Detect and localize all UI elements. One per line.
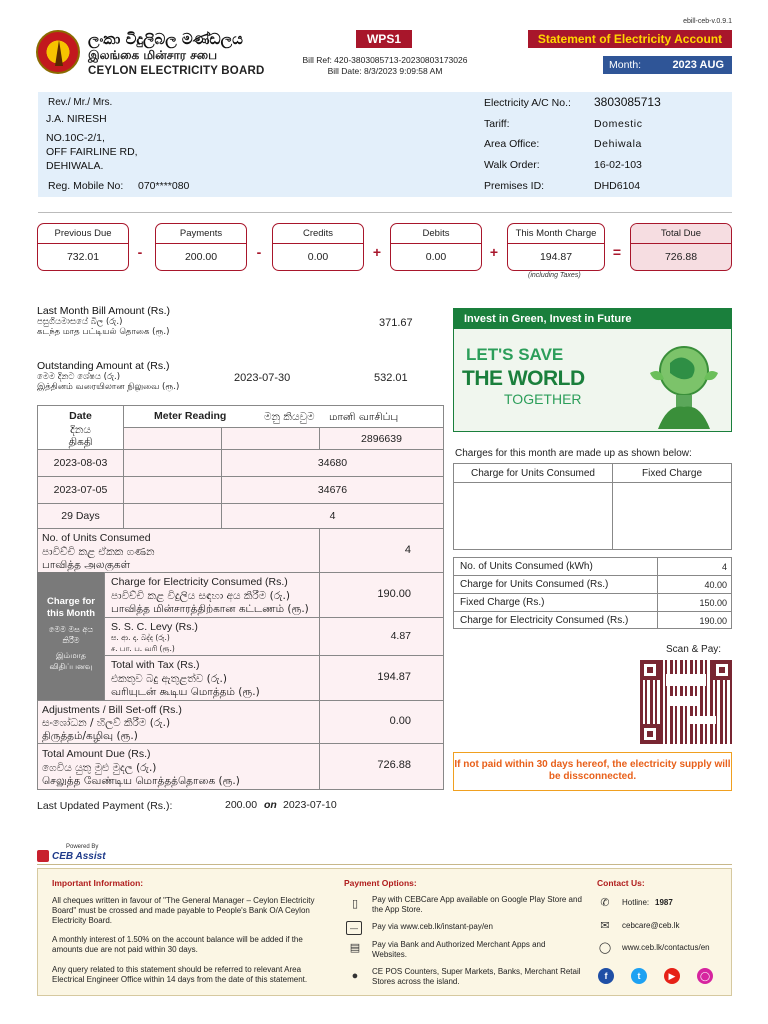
total-tax-si: එකතුව බදු ඇතුළත්ව (රු.) [111, 673, 227, 685]
footer-info [37, 868, 732, 996]
month-label: Month: [609, 59, 642, 71]
adjustments-si: සංශෝධන / හිලව් කිරීම (රු.) [42, 717, 171, 729]
ssc-label-cell [104, 617, 320, 656]
previous-due-label: Previous Due [38, 224, 128, 244]
facebook-icon[interactable]: f [598, 968, 614, 984]
customer-details [38, 92, 732, 197]
month-charge-value: 194.87 [539, 251, 573, 263]
payments-value: 200.00 [184, 251, 218, 263]
youtube-icon[interactable]: ▶ [664, 968, 680, 984]
total-amount-value-cell [319, 743, 444, 790]
total-tax-value: 194.87 [377, 671, 411, 683]
breakdown-row [657, 575, 732, 594]
qr-marker [712, 660, 732, 680]
units-value: 4 [404, 544, 411, 556]
mobile-value: 070****080 [138, 180, 190, 192]
breakdown-intro: Charges for this month are made up as shown below: [455, 448, 692, 459]
month-charge-box [507, 223, 605, 271]
qr-pattern [666, 674, 706, 686]
total-amount-label-cell [37, 743, 320, 790]
breakdown-col1-header [453, 463, 613, 483]
important-title: Important Information: [52, 878, 144, 888]
energy-en: Charge for Electricity Consumed (Rs.) [111, 576, 288, 588]
powered-by-label: Powered By [66, 844, 99, 850]
ceb-assist-brand: CEB Assist [52, 851, 106, 862]
outstanding-si: මෙම දිනට ශේෂය (රු.) [37, 372, 121, 382]
breakdown-row-value: 4 [721, 562, 727, 572]
date-header-ta: திகதி [68, 436, 93, 448]
credits-label: Credits [273, 224, 363, 244]
pay-option-app: Pay with CEBCare App available on Google Play Store and the App Store. [372, 895, 582, 914]
breakdown-row-value: 190.00 [699, 616, 727, 626]
important-p1: All cheques written in favour of "The General Manager – Ceylon Electricity Board" must be crossed and made payable to People's Bank O/A Ceylon Electricity Board. [52, 896, 315, 925]
banner-title: Invest in Green, Invest in Future [454, 309, 731, 329]
debits-value: 0.00 [425, 251, 447, 263]
month-box [603, 56, 732, 74]
globe-icon: ◯ [598, 942, 612, 954]
breakdown-col2: Fixed Charge [641, 468, 703, 479]
total-tax-ta: வரியுடன் கூடிய மொத்தம் (ரூ.) [111, 686, 260, 698]
equal-sign: = [612, 244, 622, 260]
bill-type-badge: WPS1 [356, 30, 412, 48]
banner-line2: THE WORLD [462, 367, 585, 390]
qr-marker [640, 660, 660, 680]
globe-bulb-icon [644, 333, 724, 431]
energy-si: පාවිච්චි කළ විදුලිය සඳහා අය කිරීම (රු.) [111, 590, 290, 602]
salutation: Rev./ Mr./ Mrs. [48, 97, 113, 108]
address-line1: NO.10C-2/1, [46, 132, 105, 144]
energy-value: 190.00 [377, 588, 411, 600]
month-charge-label: This Month Charge [508, 224, 604, 244]
breakdown-col2-header [612, 463, 732, 483]
last-month-si: පසුගියමාසයේ බිල (රු.) [37, 317, 123, 327]
breakdown-row [657, 611, 732, 629]
phone-icon: ✆ [600, 897, 610, 909]
outstanding-label [37, 360, 179, 393]
breakdown-row-value: 150.00 [699, 598, 727, 608]
plus-sign: + [489, 244, 499, 260]
breakdown-row [453, 575, 658, 594]
breakdown-row [657, 593, 732, 612]
ssc-en: S. S. C. Levy (Rs.) [111, 621, 198, 633]
last-payment-date: 2023-07-10 [283, 799, 337, 811]
adjustments-value-cell [319, 700, 444, 744]
tariff-value: Domestic [594, 118, 643, 130]
breakdown-row-label: Charge for Units Consumed (Rs.) [460, 579, 609, 590]
account-value: 3803085713 [594, 95, 661, 109]
credits-value: 0.00 [307, 251, 329, 263]
breakdown-row-label: Charge for Electricity Consumed (Rs.) [460, 615, 629, 626]
breakdown-col1: Charge for Units Consumed [471, 468, 595, 479]
tariff-label: Tariff: [484, 118, 510, 130]
ceb-logo [36, 30, 80, 74]
total-amount-value: 726.88 [377, 759, 411, 771]
contact-email[interactable]: cebcare@ceb.lk [622, 921, 680, 930]
meter-header: Meter Reading [154, 410, 227, 422]
breakdown-row-value: 40.00 [704, 580, 727, 590]
hotline-label: Hotline: [622, 898, 650, 907]
total-tax-value-cell [319, 655, 444, 701]
reading-blank-cell [123, 476, 222, 504]
brand-english: CEYLON ELECTRICITY BOARD [88, 65, 265, 77]
email-icon: ✉ [600, 920, 610, 932]
qr-pattern [690, 716, 716, 724]
walk-value: 16-02-103 [594, 159, 642, 171]
contact-web[interactable]: www.ceb.lk/contactus/en [622, 943, 710, 952]
qr-pattern [670, 696, 700, 706]
date-header-si: දිනය [70, 424, 91, 436]
qr-marker [640, 724, 660, 744]
reading-value: 34676 [317, 484, 348, 496]
reading-value-cell [221, 503, 444, 529]
outstanding-en: Outstanding Amount at (Rs.) [37, 360, 170, 372]
reading-blank-cell [123, 503, 222, 529]
brand-sinhala: ලංකා විදුලිබල මණ්ඩලය [88, 30, 243, 48]
minus-sign: - [256, 244, 262, 260]
adjustments-label-cell [37, 700, 320, 744]
reading-date-cell [37, 503, 124, 529]
reading-diff: 4 [329, 510, 336, 522]
reading-date-cell [37, 449, 124, 477]
bill-reference [280, 55, 490, 77]
meter-blank-cell [123, 427, 222, 450]
reading-value: 34680 [317, 457, 348, 469]
mobile-app-icon: ▯ [351, 898, 359, 910]
meter-header-ta: மானி வாசிப்பு [329, 411, 399, 423]
outstanding-ta: இத்தினம் வரையிலான நிலுவை (ரூ.) [37, 382, 180, 392]
address-line2: OFF FAIRLINE RD, [46, 146, 138, 158]
total-due-label: Total Due [631, 224, 731, 244]
last-month-ta: கடந்த மாத பட்டியல் தொகை (ரூ.) [37, 327, 170, 337]
account-label: Electricity A/C No.: [484, 97, 571, 109]
debits-box [390, 223, 482, 271]
adjustments-value: 0.00 [389, 715, 411, 727]
reading-value-cell [221, 476, 444, 504]
outstanding-value: 532.01 [374, 372, 408, 384]
energy-value-cell [319, 572, 444, 618]
total-due-box [630, 223, 732, 271]
payment-title: Payment Options: [344, 878, 417, 888]
reading-date-cell [37, 476, 124, 504]
total-amount-en: Total Amount Due (Rs.) [42, 748, 151, 760]
meter-header-si: මනු කියවුම [264, 411, 315, 423]
qr-code[interactable] [640, 660, 732, 744]
total-due-value: 726.88 [664, 251, 698, 263]
pay-option-counter: CE POS Counters, Super Markets, Banks, Merchant Retail Stores across the island. [372, 967, 581, 986]
breakdown-col2-body [612, 482, 732, 550]
mobile-label: Reg. Mobile No: [48, 180, 124, 192]
plus-sign: + [372, 244, 382, 260]
debits-label: Debits [391, 224, 481, 244]
version-label: ebill-ceb-v.0.9.1 [683, 18, 732, 25]
reading-date: 2023-07-05 [53, 484, 108, 496]
last-payment-label: Last Updated Payment (Rs.): [37, 800, 173, 812]
last-month-en: Last Month Bill Amount (Rs.) [37, 305, 171, 317]
breakdown-row [453, 611, 658, 629]
meter-blank-cell [221, 427, 320, 450]
last-month-value: 371.67 [379, 317, 413, 329]
area-value: Dehiwala [594, 138, 642, 150]
units-value-cell [319, 528, 444, 573]
bank-card-icon: ▤ [349, 942, 361, 954]
charge-side-label [37, 572, 105, 700]
total-amount-ta: செலுத்த வேண்டிய மொத்தத்தொகை (ரூ.) [42, 775, 240, 787]
breakdown-row [453, 593, 658, 612]
contact-title: Contact Us: [597, 878, 645, 888]
units-label-cell [37, 528, 320, 573]
charge-side-ta: இம்மாத விதிப்பனவு [49, 651, 93, 671]
breakdown-col1-body [453, 482, 613, 550]
units-ta: பாவித்த அலகுகள் [42, 559, 131, 571]
payments-box [155, 223, 247, 271]
ssc-value: 4.87 [390, 630, 411, 642]
ceb-assist-icon [37, 850, 49, 862]
total-tax-en: Total with Tax (Rs.) [111, 659, 200, 671]
charge-side-si: මෙම මස අය කිරීම [48, 625, 94, 645]
breakdown-row [453, 557, 658, 576]
bill-ref: Bill Ref: 420-3803085713-20230803173026 [302, 55, 468, 65]
last-month-label [37, 305, 170, 338]
area-label: Area Office: [484, 138, 540, 150]
date-header: Date [69, 410, 92, 422]
banner-line1: LET'S SAVE [466, 345, 564, 364]
adjustments-ta: திருத்தம்/கழிவு (ரூ.) [42, 730, 138, 742]
twitter-icon[interactable]: t [631, 968, 647, 984]
walk-label: Walk Order: [484, 159, 540, 171]
ssc-value-cell [319, 617, 444, 656]
last-payment-on: on [264, 799, 277, 811]
including-taxes-note: (including Taxes) [528, 272, 581, 279]
divider [38, 212, 732, 213]
disconnection-warning: If not paid within 30 days hereof, the electricity supply will be dissconnected. [453, 752, 732, 791]
energy-label-cell [104, 572, 320, 618]
pay-option-bank: Pay via Bank and Authorized Merchant Apps and Websites. [372, 940, 546, 959]
last-payment-amount: 200.00 [225, 799, 258, 811]
breakdown-row [657, 557, 732, 576]
scan-pay-label: Scan & Pay: [666, 644, 722, 655]
charge-side-en: Charge for this Month [46, 596, 96, 619]
breakdown-row-label: Fixed Charge (Rs.) [460, 597, 545, 608]
premises-label: Premises ID: [484, 180, 545, 192]
outstanding-date: 2023-07-30 [234, 372, 291, 384]
date-header-cell [37, 405, 124, 450]
total-amount-si: ගෙවිය යුතු මුළු මුදල (රු.) [42, 762, 157, 774]
customer-name: J.A. NIRESH [46, 113, 107, 125]
address-line3: DEHIWALA. [46, 160, 104, 172]
reading-value-cell [221, 449, 444, 477]
reading-blank-cell [123, 449, 222, 477]
minus-sign: - [137, 244, 143, 260]
meter-number-cell [319, 427, 444, 450]
location-pin-icon: ● [351, 970, 359, 982]
units-en: No. of Units Consumed [42, 532, 151, 544]
payments-label: Payments [156, 224, 246, 244]
statement-title: Statement of Electricity Account [528, 30, 732, 48]
pay-option-web[interactable]: Pay via www.ceb.lk/instant-pay/en [372, 922, 493, 931]
important-p3: Any query related to this statement should be referred to relevant Area Electrical Engineer Office within 14 days from the date of this statement. [52, 965, 308, 984]
web-icon: — [346, 921, 362, 935]
total-tax-label-cell [104, 655, 320, 701]
ssc-si: ස. ආ. දා. බද්ද (රු.) [111, 633, 170, 642]
units-si: පාවිච්චි කළ ඒකක ගණන [42, 546, 155, 558]
important-p2: A monthly interest of 1.50% on the account balance will be added if the amounts due are not paid within 30 days. [52, 935, 303, 954]
adjustments-en: Adjustments / Bill Set-off (Rs.) [42, 704, 182, 716]
footer-divider [37, 864, 732, 865]
reading-days: 29 Days [61, 510, 100, 522]
meter-header-cell [123, 405, 444, 428]
ssc-ta: ச. பா. ப. வரி (ரூ.) [111, 644, 175, 653]
credits-box [272, 223, 364, 271]
month-value: 2023 AUG [672, 59, 724, 71]
reading-date: 2023-08-03 [53, 457, 108, 469]
premises-value: DHD6104 [594, 180, 641, 192]
green-banner [453, 308, 732, 432]
bill-date: Bill Date: 8/3/2023 9:09:58 AM [327, 66, 443, 76]
meter-number: 2896639 [361, 433, 402, 445]
breakdown-row-label: No. of Units Consumed (kWh) [460, 561, 593, 572]
brand-tamil: இலங்கை மின்சார சபை [88, 48, 218, 62]
energy-ta: பாவித்த மின்சாரத்திற்கான கட்டணம் (ரூ.) [111, 603, 309, 615]
hotline-number[interactable]: 1987 [655, 898, 673, 907]
instagram-icon[interactable]: ◯ [697, 968, 713, 984]
banner-line3: TOGETHER [504, 391, 582, 407]
previous-due-box [37, 223, 129, 271]
previous-due-value: 732.01 [66, 251, 100, 263]
